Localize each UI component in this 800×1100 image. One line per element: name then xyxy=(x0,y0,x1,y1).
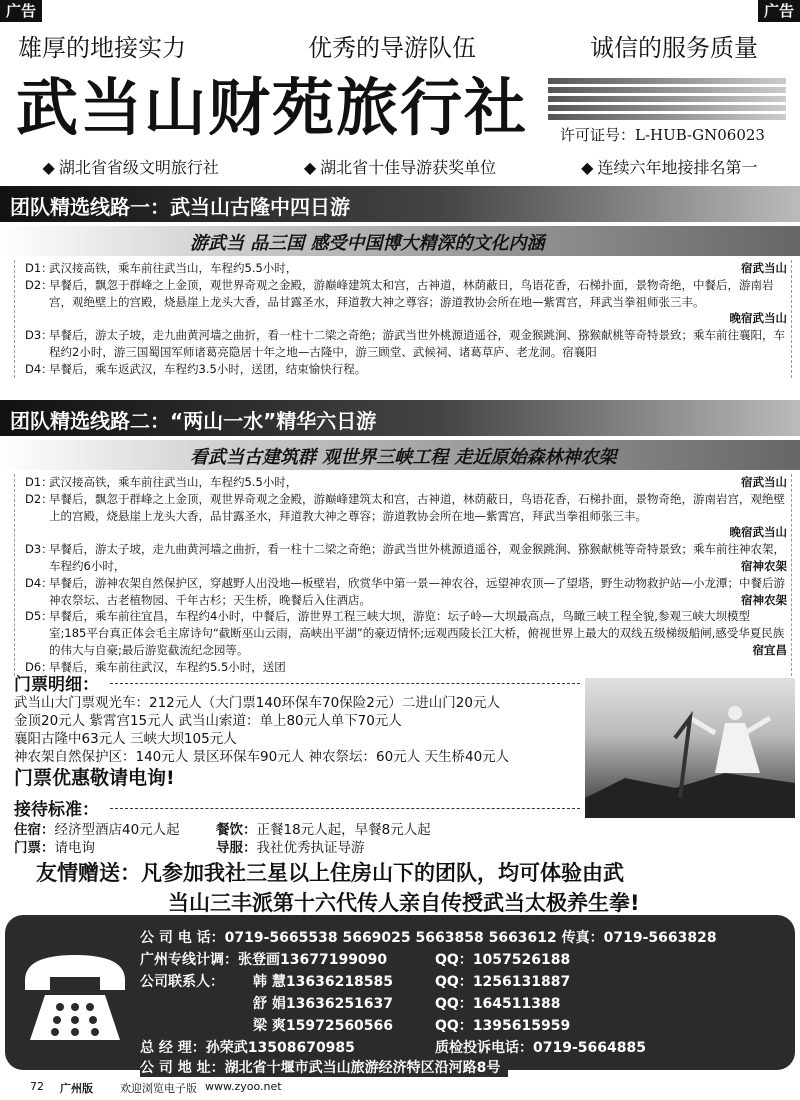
ticket-line: 金顶20元人 紫霄宫15元人 武当山索道：单上80元人单下70元人 xyxy=(14,713,402,729)
route2-tagline-bar xyxy=(0,440,800,470)
reception-item: 门票：请电询 xyxy=(14,840,95,856)
itinerary-day: D2： 早餐后，飘忽于群峰之上金顶，观世界奇观之金殿，游巅峰建筑太和宫，古神道，林荫蔽日，鸟语花香，石梯扑面，景物奇绝，游南岩宫，观绝壁上的宫殿，烧悬崖上龙头大香，品甘露圣水，拜道教大神之尊容；游道教协会所在地—紫霄宫，拜武当拳祖师张三丰。 xyxy=(25,491,785,523)
stay-location: 晚宿武当山 xyxy=(729,525,787,540)
slogan-1: 雄厚的地接实力 xyxy=(18,34,186,62)
honor-item: ◆ 连续六年地接排名第一 xyxy=(581,155,757,178)
slogan-3: 诚信的服务质量 xyxy=(590,34,758,62)
honor-item: ◆ 湖北省十佳导游获奖单位 xyxy=(304,155,496,178)
page-number: 72 xyxy=(30,1080,44,1093)
route1-itinerary xyxy=(14,260,792,378)
divider xyxy=(110,808,580,809)
route2-title: 团队精选线路二：“两山一水”精华六日游 xyxy=(0,400,800,436)
ticket-line: 襄阳古隆中63元人 三峡大坝105元人 xyxy=(14,731,237,747)
ad-label-left: 广告 xyxy=(0,0,42,22)
itinerary-day: D5： 早餐后，乘车前往宜昌，车程约4小时，中餐后，游世界工程三峡大坝，游览：坛子岭—大坝最高点，鸟瞰三峡工程全貌,参观三峡大坝模型室;185平台真正体会毛主席诗句“截断巫山云雨，高峡出平湖”的豪迈情怀;远观西陵长江大桥，俯视世界上最大的双线五级梯级船闸,感受华夏民族的伟大与自豪;最后游览截流纪念园等。 xyxy=(25,609,785,657)
itinerary-day: D2： 早餐后，飘忽于群峰之上金顶，观世界奇观之金殿，游巅峰建筑太和宫，古神道，林荫蔽日，鸟语花香，石梯扑面，景物奇绝，中餐后，游南岩宫，观绝壁上的宫殿，烧悬崖上龙头大香，品甘露圣水，拜道教大神之尊容；游道教协会所在地—紫霄宫，拜武当拳祖师张三丰。 xyxy=(25,277,774,309)
reception-item: 住宿：经济型酒店40元人起 xyxy=(14,822,180,838)
slogan-2: 优秀的导游队伍 xyxy=(308,34,476,62)
tickets-title: 门票明细： xyxy=(14,675,99,695)
gift-offer: 友情赠送：凡参加我社三星以上住房山下的团队，均可体验由武 当山三丰派第十六代传人亲自传授武当太极养生拳! xyxy=(36,861,640,915)
license-number: 许可证号：L-HUB-GN06023 xyxy=(560,126,765,144)
company-name: 武当山财苑旅行社 xyxy=(16,71,529,144)
itinerary-day: D1： 武汉接高铁，乘车前往武当山，车程约5.5小时， xyxy=(25,475,298,489)
stay-location: 晚宿武当山 xyxy=(729,311,787,326)
stay-location: 宿神农架 xyxy=(741,558,787,573)
footer-url[interactable]: www.zyoo.net xyxy=(205,1080,282,1093)
route1-tagline: 游武当 品三国 感受中国博大精深的文化内涵 xyxy=(190,233,545,254)
honors-list xyxy=(0,155,800,178)
itinerary-day: D4： 早餐后，游神农架自然保护区，穿越野人出没地—板壁岩，欣赏华中第一景—神农谷，远望神农顶—了望塔，野生动物救护站—小龙潭；中餐后游神农祭坛、古老植物园、千年古杉；天生桥，晚餐后入住酒店。 xyxy=(25,575,785,607)
taichi-photo xyxy=(585,678,795,818)
route2-itinerary xyxy=(14,474,792,676)
ticket-line: 神农架自然保护区：140元人 景区环保车90元人 神农祭坛：60元人 天生桥40元人 xyxy=(14,749,510,765)
stay-location: 宿神农架 xyxy=(741,592,787,607)
itinerary-day: D1： 武汉接高铁，乘车前往武当山，车程约5.5小时， xyxy=(25,261,298,275)
reception-item: 餐饮：正餐18元人起，早餐8元人起 xyxy=(216,822,431,838)
itinerary-day: D3： 早餐后，游太子坡，走九曲黄河墙之曲折，看一柱十二梁之奇绝；游武当世外桃源逍遥谷，观金猴跳涧、猕猴献桃等奇特景致；乘车前往襄阳，车程约2小时，游三国蜀国军师诸葛亮隐居十年之地—古隆中，游三顾堂、武候祠、诸葛草庐、老龙洞。宿襄阳 xyxy=(25,328,785,359)
ticket-promo: 门票优惠敬请电询! xyxy=(14,767,175,789)
honor-item: ◆ 湖北省省级文明旅行社 xyxy=(43,155,219,178)
stay-location: 宿武当山 xyxy=(741,475,787,489)
edition: 广州版 xyxy=(60,1082,93,1095)
ad-label-right: 广告 xyxy=(758,0,800,22)
stay-location: 宿武当山 xyxy=(741,261,787,275)
decorative-stripes xyxy=(548,78,786,122)
ticket-prices xyxy=(14,694,584,766)
route1-tagline-bar xyxy=(0,226,800,256)
reception-title: 接待标准： xyxy=(14,800,99,820)
route2-tagline: 看武当古建筑群 观世界三峡工程 走近原始森林神农架 xyxy=(190,447,617,468)
itinerary-day: D4： 早餐后，乘车返武汉，车程约3.5小时，送团，结束愉快行程。 xyxy=(25,361,367,376)
contact-panel: 公 司 电 话：0719-5665538 5669025 5663858 5663612 传真：0719-5663828 广州专线计调：张登画13677199090 QQ：1057526188 公司联系人： 韩 慧13636218585 QQ：1256131887 舒 娟13636251637 QQ：164511388 梁 爽15972560566 QQ：1395615959 总 经 理：孙荣武13508670985 质检投诉电话：0719-5664885 公 司 地 址：湖北省十堰市武当山旅游经济特区沿河路8号 xyxy=(5,915,795,1070)
reception-item: 导服：我社优秀执证导游 xyxy=(216,840,365,856)
ticket-line: 武当山大门票观光车：212元人（大门票140环保车70保险2元）二进山门20元人 xyxy=(14,695,500,711)
footer-promo: 欢迎浏览电子版 xyxy=(120,1082,197,1095)
itinerary-day: D6： 早餐后，乘车前往武汉，车程约5.5小时，送团 xyxy=(25,659,286,674)
stay-location: 宿宜昌 xyxy=(752,642,787,657)
itinerary-day: D3： 早餐后，游太子坡，走九曲黄河墙之曲折，看一柱十二梁之奇绝；游武当世外桃源逍遥谷，观金猴跳涧、猕猴献桃等奇特景致；乘车前往神农架，车程约6小时， xyxy=(25,542,785,573)
telephone-icon xyxy=(15,945,135,1045)
route1-title: 团队精选线路一：武当山古隆中四日游 xyxy=(0,186,800,222)
divider xyxy=(110,683,580,684)
